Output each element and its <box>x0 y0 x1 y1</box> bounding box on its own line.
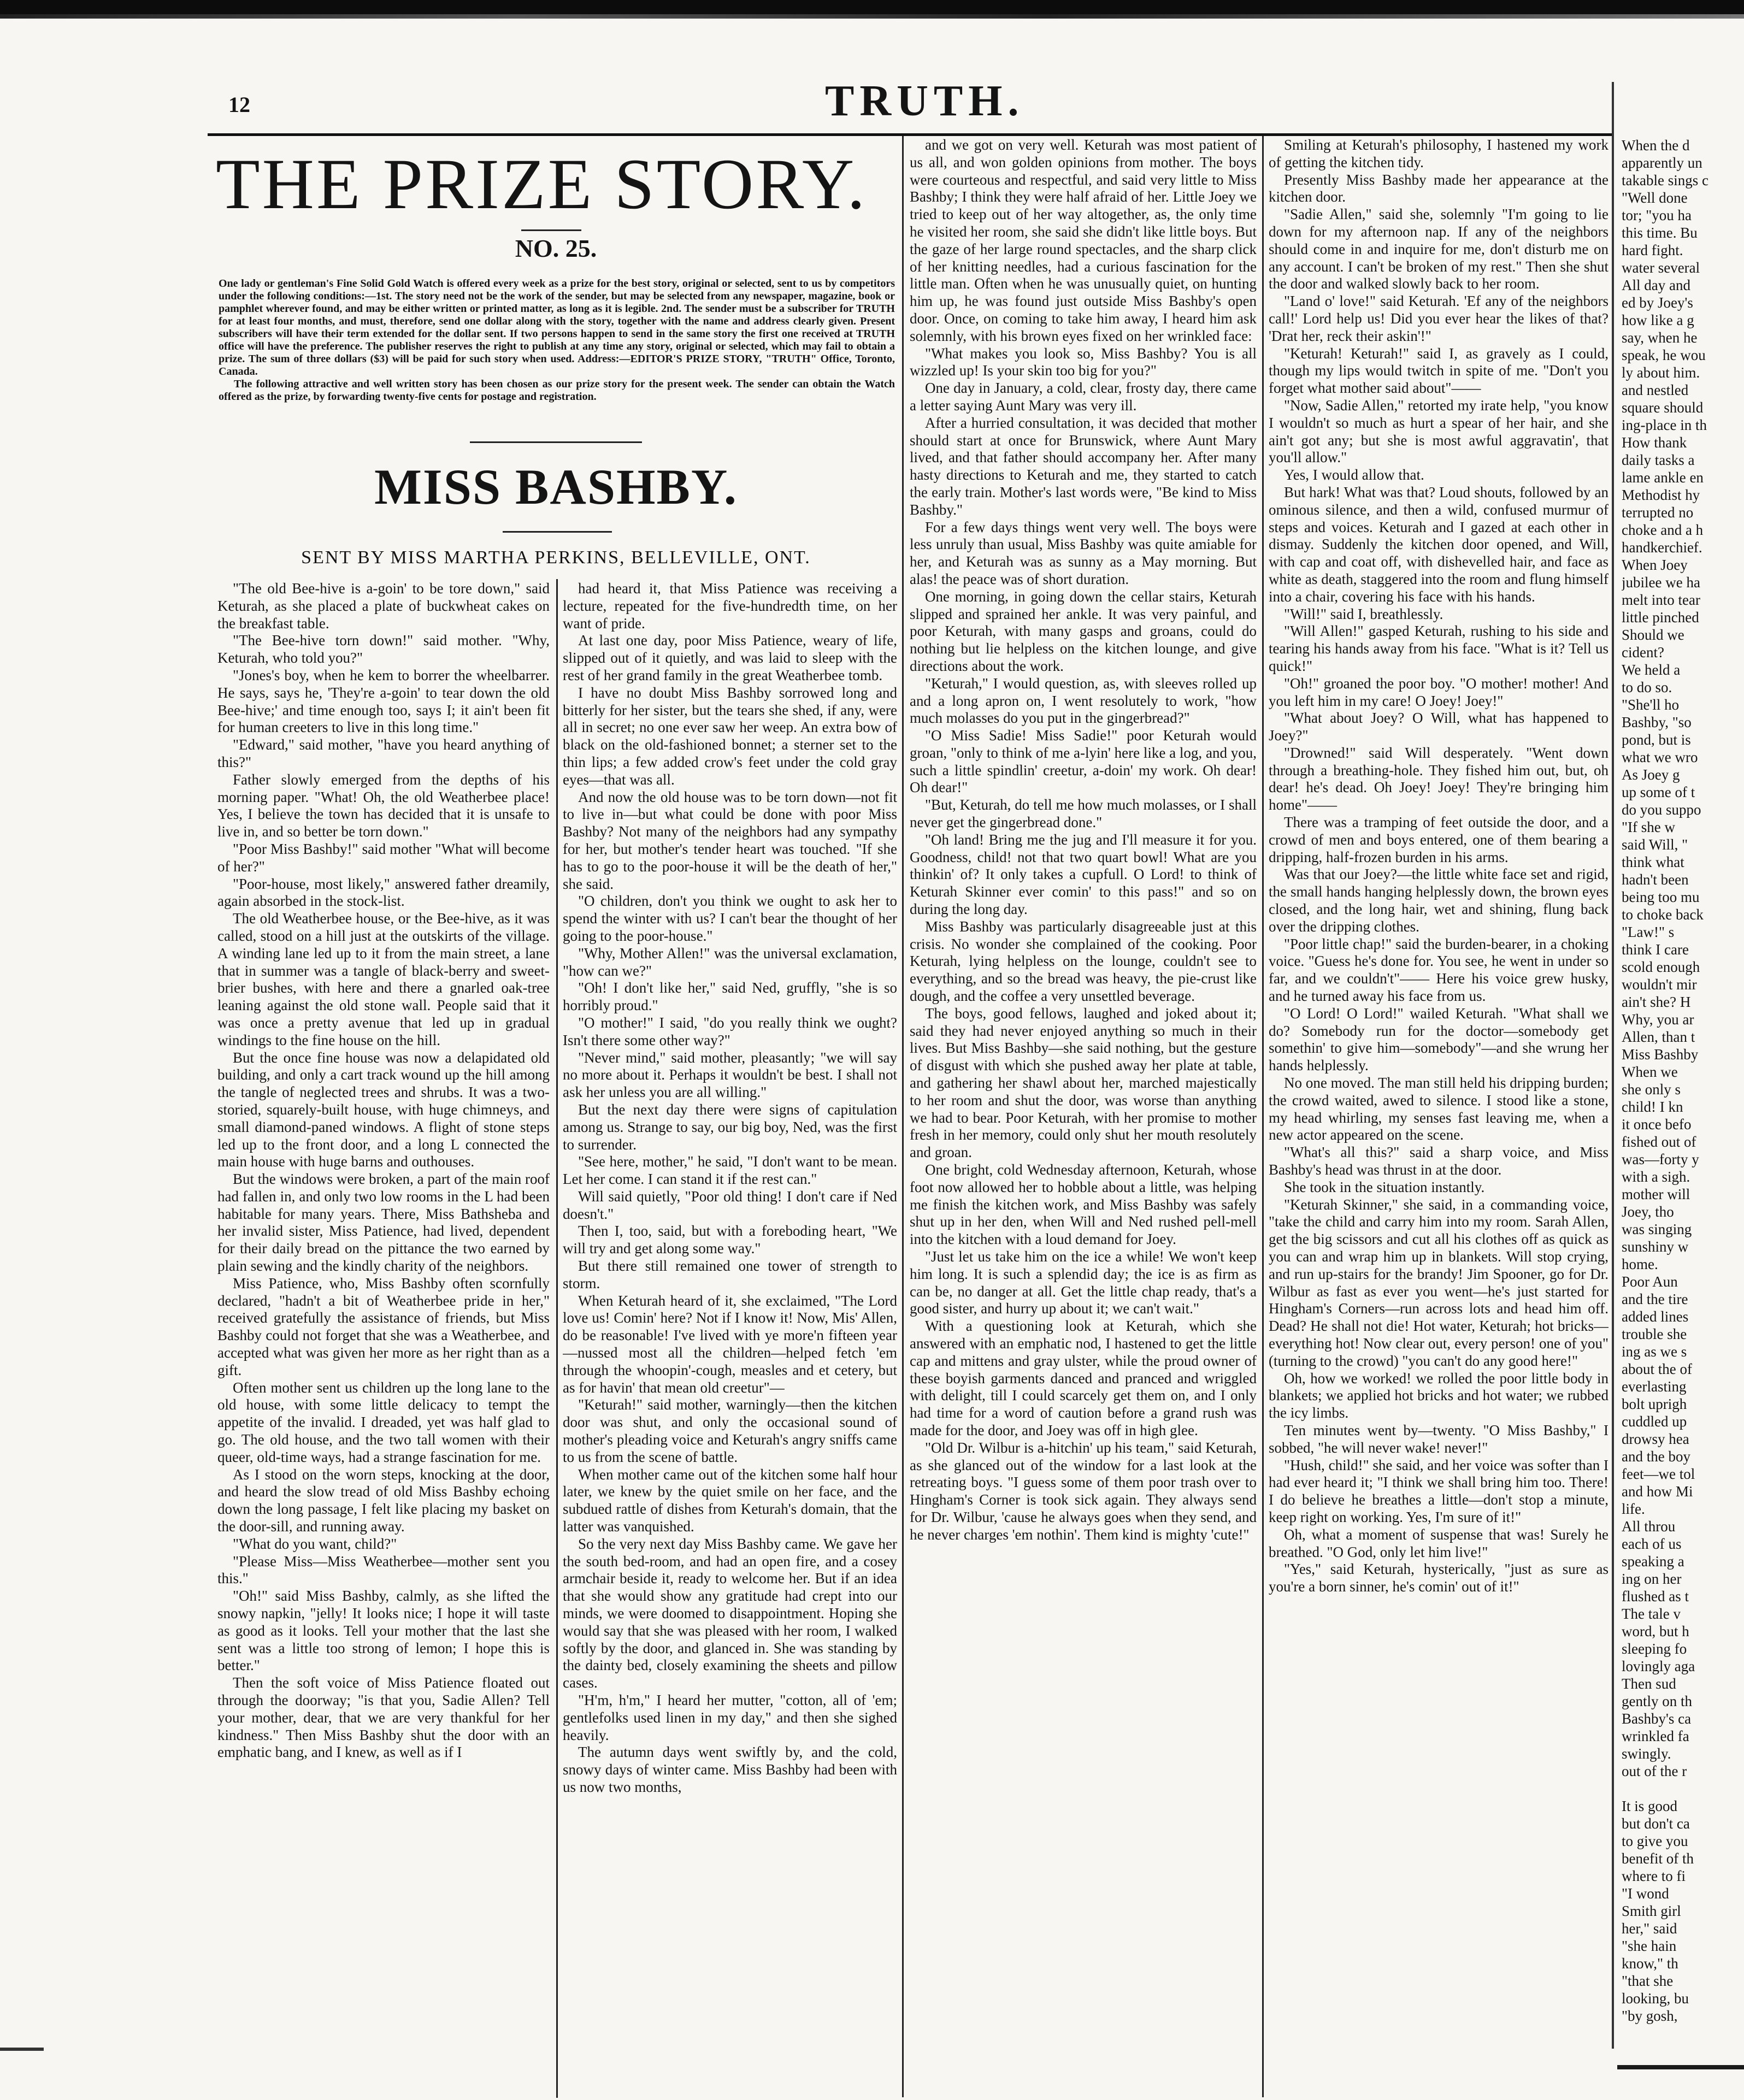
cropped-line: The tale v <box>1622 1606 1681 1622</box>
story-paragraph: But there still remained one tower of strength to storm. <box>563 1258 897 1291</box>
cropped-line: and nestled <box>1622 382 1689 398</box>
section-rule <box>503 531 612 533</box>
cropped-line: Miss Bashby <box>1622 1046 1699 1063</box>
story-paragraph: Often mother sent us children up the long lane to the old house, with some little delicacy to tempt the appetite of the invalid. I dreaded, yet was half glad to go. The old house, and the two tall women with their queer, old-time ways, had a strange fascination for me. <box>217 1379 550 1465</box>
cropped-line: life. <box>1622 1501 1645 1517</box>
prize-story-title: THE PRIZE STORY. <box>216 144 868 224</box>
story-paragraph: But hark! What was that? Loud shouts, followed by an ominous silence, and then a wild, confused murmur of steps and voices. Keturah and I gazed at each other in dismay. Suddenly the kitchen door opened, and Will, with cap and coat off, with dishevelled hair, and face as white as death, staggered into the room and flung himself into a chair, covering his face with his hands. <box>1269 483 1609 605</box>
section-rule <box>470 441 642 443</box>
story-paragraph: Father slowly emerged from the depths of his morning paper. "What! Oh, the old Weatherbee place! Yes, I believe the town has decided that it is unsafe to live in, and so better be torn down." <box>217 771 550 840</box>
cropped-line: little pinched <box>1622 609 1699 626</box>
cropped-line: ing on her <box>1622 1571 1682 1587</box>
story-paragraph: "Keturah! Keturah!" said I, as gravely as I could, though my lips would twitch in spite of me. "Don't you forget what mother said about"—— <box>1269 345 1609 397</box>
issue-number: NO. 25. <box>515 234 597 262</box>
cropped-line: pond, but is <box>1622 732 1691 748</box>
story-column-5-cropped <box>1622 137 1739 2038</box>
cropped-line: Why, you ar <box>1622 1011 1694 1028</box>
cropped-line: to do so. <box>1622 679 1672 695</box>
cropped-line: Bashby, "so <box>1622 714 1692 730</box>
cropped-line: apparently un <box>1622 155 1702 171</box>
story-paragraph: "Yes," said Keturah, hysterically, "just as sure as you're a born sinner, he's comin' out of it!" <box>1269 1561 1609 1595</box>
story-paragraph: "Drowned!" said Will desperately. "Went down through a breathing-hole. They fished him out, but, oh dear! he's dead. Oh Joey! Joey! They're bringing him home"—— <box>1269 744 1609 813</box>
cropped-line: "If she w <box>1622 819 1675 835</box>
cropped-line: flushed as t <box>1622 1588 1689 1605</box>
cropped-line: child! I kn <box>1622 1099 1683 1115</box>
cropped-line: "she hain <box>1622 1938 1677 1954</box>
cropped-line: hadn't been <box>1622 871 1689 888</box>
cropped-line: and the tire <box>1622 1291 1688 1307</box>
story-paragraph: With a questioning look at Keturah, which she answered with an emphatic nod, I hastened to get the little cap and mittens and gray ulster, while the proud owner of these boyish garments danced and pranced and wriggled with delight, till I could scarcely get them on, and I only had time for a word of caution before a grand rush was made for the door, and Joey was off in high glee. <box>910 1318 1257 1438</box>
cropped-line: being too mu <box>1622 889 1700 905</box>
cropped-line: Bashby's ca <box>1622 1710 1692 1727</box>
cropped-line: Should we <box>1622 627 1684 643</box>
cropped-line: said Will, " <box>1622 836 1688 853</box>
column-rule <box>1262 136 1264 2097</box>
cropped-line: Methodist hy <box>1622 487 1700 503</box>
cropped-line: daily tasks a <box>1622 452 1695 468</box>
cropped-line: water several <box>1622 259 1700 276</box>
cropped-line: added lines <box>1622 1308 1689 1325</box>
story-paragraph: "Edward," said mother, "have you heard anything of this?" <box>217 736 550 770</box>
cropped-line: When the d <box>1622 137 1690 154</box>
story-paragraph: As I stood on the worn steps, knocking at the door, and heard the slow tread of old Miss Bashby echoing down the long passage, I felt like placing my basket on the door-sill, and running away. <box>217 1466 550 1535</box>
story-paragraph: I have no doubt Miss Bashby sorrowed long and bitterly for her sister, but the tears she shed, if any, were all in secret; no one ever saw her weep. An extra bow of black on the old-fashioned bonnet; a sterner set to the thin lips; a few added crow's feet under the cold gray eyes—that was all. <box>563 684 897 788</box>
cropped-line: Poor Aun <box>1622 1273 1678 1290</box>
page-edge-rule <box>1612 82 1614 2049</box>
cropped-line: ed by Joey's <box>1622 294 1693 311</box>
cropped-line: square should <box>1622 399 1704 416</box>
cropped-line: It is good <box>1622 1798 1678 1814</box>
cropped-line: bolt uprigh <box>1622 1396 1687 1412</box>
page-number: 12 <box>228 92 250 117</box>
cropped-line: but don't ca <box>1622 1815 1690 1832</box>
cropped-line: to choke back <box>1622 906 1704 923</box>
story-paragraph: "Jones's boy, when he kem to borrer the wheelbarrer. He says, says he, 'They're a-goin' to tear down the old Bee-hive;' and time enough too, says I; it ain't been fit for human creeters to live in this long time." <box>217 666 550 736</box>
cropped-line: know," th <box>1622 1955 1678 1972</box>
bottom-edge-band <box>1617 2065 1744 2069</box>
top-scan-band <box>0 14 1744 19</box>
prize-rules-text: One lady or gentleman's Fine Solid Gold Watch is offered every week as a prize for the best story, original or selected, sent to us by competitors under the following conditions:—1st. The story need not be the work of the sender, but may be selected from any newspaper, magazine, book or pamphlet wherever found, and may be either written or printed matter, as long as it is legible. 2nd. The sender must be a subscriber for TRUTH for at least four months, and must, therefore, send one dollar along with the story, together with the name and address clearly given. Present subscribers will have their term extended for the dollar sent. If two persons happen to send in the same story the first one received at TRUTH office will have the preference. The publisher reserves the right to publish at any time any story, original or selected, which may fail to obtain a prize. The sum of three dollars ($3) will be paid for such story when used. Address:—EDITOR'S PRIZE STORY, "TRUTH" Office, Toronto, Canada. <box>219 278 895 377</box>
story-paragraph: So the very next day Miss Bashby came. We gave her the south bed-room, and had an open fire, and a cosey armchair beside it, ready to welcome her. But if an idea that she would show any gratitude had crept into our minds, we were doomed to disappointment. Hoping she would say that she was pleased with her room, I walked softly by the door, and glanced in. She was standing by the dainty bed, closely examining the sheets and pillow cases. <box>563 1535 897 1691</box>
cropped-line: terrupted no <box>1622 504 1694 521</box>
cropped-line: word, but h <box>1622 1623 1689 1639</box>
story-paragraph: "What about Joey? O Will, what has happened to Joey?" <box>1269 710 1609 744</box>
cropped-line: Then sud <box>1622 1676 1676 1692</box>
story-paragraph: "See here, mother," he said, "I don't want to be mean. Let her come. I can stand it if the rest can." <box>563 1153 897 1188</box>
prize-rules <box>219 278 895 409</box>
cropped-line: Smith girl <box>1622 1903 1681 1919</box>
story-paragraph: Smiling at Keturah's philosophy, I hastened my work of getting the kitchen tidy. <box>1269 137 1609 170</box>
story-paragraph: At last one day, poor Miss Patience, weary of life, slipped out of it quietly, and was laid to sleep with the rest of her grand family in the great Weatherbee tomb. <box>563 632 897 683</box>
cropped-line: benefit of th <box>1622 1850 1694 1867</box>
cropped-line: wrinkled fa <box>1622 1728 1689 1744</box>
cropped-line: "Law!" s <box>1622 924 1675 940</box>
cropped-line: with a sigh. <box>1622 1169 1690 1185</box>
cropped-line: ing as we s <box>1622 1343 1687 1360</box>
cropped-line: speak, he wou <box>1622 347 1706 363</box>
story-paragraph: "Keturah Skinner," she said, in a commanding voice, "take the child and carry him into my room. Sarah Allen, get the big scissors and cut all his clothes off as quick as you can and wrap him up in blankets. Will stop crying, and run up-stairs for the brandy! Jim Spooner, go for Dr. Wilbur as fast as ever you went—he's just started for Hingham's Corners—run across lots and head him off. Dead? He shall not die! Hot water, Keturah; hot bricks—everything hot! Now clear out, every person! one of you" (turning to the crowd) "you can't do any good here!" <box>1269 1196 1609 1369</box>
story-paragraph: When Keturah heard of it, she exclaimed, "The Lord love us! Comin' here? Not if I know it! Now, Mis' Allen, do be reasonable! I've lived with ye more'n fifteen year—nussed most all the children—helped fetch 'em through the whoopin'-cough, measles and et cetery, but as for havin' that mean old creetur"— <box>563 1292 897 1396</box>
cropped-line: think what <box>1622 854 1684 870</box>
cropped-line: everlasting <box>1622 1378 1687 1395</box>
story-paragraph: "Poor-house, most likely," answered father dreamily, again absorbed in the stock-list. <box>217 875 550 910</box>
cropped-line <box>1622 1780 1739 1797</box>
story-paragraph: "H'm, h'm," I heard her mutter, "cotton, all of 'em; gentlefolks used linen in my day," and then she sighed heavily. <box>563 1692 897 1743</box>
story-paragraph: "Oh! I don't like her," said Ned, gruffly, "she is so horribly proud." <box>563 980 897 1014</box>
column-rule <box>556 579 558 2098</box>
story-column-3 <box>910 137 1257 2098</box>
story-byline: SENT BY MISS MARTHA PERKINS, BELLEVILLE, ONT. <box>301 547 811 568</box>
story-paragraph: And now the old house was to be torn down—not fit to live in—but what could be done with poor Miss Bashby? Not many of the neighbors had any sympathy for her, but mother's tender heart was touched. "If she has to go to the poor-house it will be the death of her," she said. <box>563 788 897 892</box>
cropped-line: sunshiny w <box>1622 1238 1689 1255</box>
story-column-1 <box>217 580 550 2096</box>
cropped-line: ain't she? H <box>1622 994 1691 1010</box>
cropped-line: she only s <box>1622 1081 1681 1098</box>
story-paragraph: "Land o' love!" said Keturah. 'Ef any of the neighbors call!' Lord help us! Did you ever hear the likes of that? 'Drat her, reck their askin'!" <box>1269 293 1609 344</box>
cropped-line: cuddled up <box>1622 1413 1687 1430</box>
story-paragraph: "O Lord! O Lord!" wailed Keturah. "What shall we do? Somebody run for the doctor—somebody get somethin' to give him—somebody"—and she wrung her hands helplessly. <box>1269 1005 1609 1074</box>
story-paragraph: When mother came out of the kitchen some half hour later, we knew by the quiet smile on her face, and the subdued rattle of dishes from Keturah's domain, that the latter was vanquished. <box>563 1466 897 1535</box>
cropped-line: her," said <box>1622 1920 1677 1937</box>
story-paragraph: "Please Miss—Miss Weatherbee—mother sent you this." <box>217 1553 550 1587</box>
story-paragraph: After a hurried consultation, it was decided that mother should start at once for Brunswick, where Aunt Mary lived, and that father should accompany her. After many hasty directions to Keturah and me, they started to catch the early train. Mother's last words were, "Be kind to Miss Bashby." <box>910 414 1257 518</box>
story-paragraph: "Hush, child!" she said, and her voice was softer than I had ever heard it; "I think we shall bring him too. There! I do believe he breathes a little—don't stop a minute, keep right on working. Yes, I'm sure of it!" <box>1269 1456 1609 1525</box>
story-paragraph: But the windows were broken, a part of the main roof had fallen in, and only two low rooms in the L had been habitable for many years. There, Miss Bathsheba and her invalid sister, Miss Patience, had lived, dependent for their daily bread on the pittance the two earned by plain sewing and the kindly charity of the neighbors. <box>217 1171 550 1275</box>
cropped-line: "She'll ho <box>1622 697 1680 713</box>
cropped-line: was singing <box>1622 1221 1692 1237</box>
story-paragraph: For a few days things went very well. The boys were less unruly than usual, Miss Bashby was quite amiable for her, and Keturah was as sunny as a May morning. But alas! the peace was of short duration. <box>910 518 1257 587</box>
cropped-line: lovingly aga <box>1622 1658 1695 1674</box>
story-paragraph: "The Bee-hive torn down!" said mother. "Why, Keturah, who told you?" <box>217 632 550 666</box>
cropped-line: trouble she <box>1622 1326 1687 1342</box>
cropped-line: melt into tear <box>1622 592 1700 608</box>
header-rule <box>208 133 1612 136</box>
column-rule <box>902 136 904 2097</box>
story-paragraph: One day in January, a cold, clear, frosty day, there came a letter saying Aunt Mary was very ill. <box>910 380 1257 414</box>
cropped-line: drowsy hea <box>1622 1431 1689 1447</box>
story-paragraph: "Old Dr. Wilbur is a-hitchin' up his team," said Keturah, as she glanced out of the window for a last look at the retreating boys. "I guess some of them poor trash over to Hingham's Corner is took sick again. They always send for Dr. Wilbur, 'cause he always goes when they send, and he never charges 'em nothin'. Them kind is mighty 'cute!" <box>910 1439 1257 1543</box>
story-paragraph: "Sadie Allen," said she, solemnly "I'm going to lie down for my afternoon nap. If any of the neighbors should come in and inquire for me, don't disturb me on any account. I can't be broken of my rest." Then she shut the door and walked slowly back to her room. <box>1269 206 1609 292</box>
story-paragraph: "What do you want, child?" <box>233 1535 397 1552</box>
cropped-line: wouldn't mir <box>1622 976 1697 993</box>
cropped-line: When we <box>1622 1064 1678 1080</box>
cropped-line: How thank <box>1622 434 1687 451</box>
story-paragraph: She took in the situation instantly. <box>1284 1178 1485 1195</box>
story-paragraph: "Will!" said I, breathlessly. <box>1284 605 1443 622</box>
story-paragraph: "What makes you look so, Miss Bashby? You is all wizzled up! Is your skin too big for you?" <box>910 345 1257 379</box>
story-paragraph: "The old Bee-hive is a-goin' to be tore down," said Keturah, as she placed a plate of buckwheat cakes on the breakfast table. <box>217 580 550 632</box>
cropped-line: feet—we tol <box>1622 1466 1695 1482</box>
story-paragraph: But the once fine house was now a delapidated old building, and only a cart track wound up the hill among the tangle of neglected trees and shrubs. It was a two-storied, squarely-built house, with huge chimneys, and small diamond-paned windows. A flight of stone steps led up to the front door, and a long L connected the main house with huge barns and outhouses. <box>217 1049 550 1170</box>
cropped-line: Joey, tho <box>1622 1204 1674 1220</box>
story-paragraph: "O mother!" I said, "do you really think we ought? Isn't there some other way?" <box>563 1014 897 1048</box>
story-paragraph: One bright, cold Wednesday afternoon, Keturah, whose foot now allowed her to hobble about a little, was helping me finish the kitchen work, and Miss Bashby was safely shut up in her den, when Will and Ned rushed pell-mell into the kitchen with a loud demand for Joey. <box>910 1161 1257 1248</box>
cropped-line: each of us <box>1622 1536 1682 1552</box>
title-rule <box>521 229 581 231</box>
cropped-line: think I care <box>1622 941 1689 958</box>
margin-mark <box>0 2048 44 2051</box>
story-paragraph: The autumn days went swiftly by, and the cold, snowy days of winter came. Miss Bashby had been with us now two months, <box>563 1744 897 1795</box>
prize-notice: The following attractive and well written story has been chosen as our prize story for the present week. The sender can obtain the Watch offered as the prize, by forwarding twenty-five cents for postage and registration. <box>219 378 895 403</box>
story-paragraph: "Keturah," I would question, as, with sleeves rolled up and a long apron on, I went resolutely to work, "how much molasses do you put in the gingerbread?" <box>910 675 1257 727</box>
cropped-line: Allen, than t <box>1622 1029 1695 1045</box>
story-paragraph: Oh, how we worked! we rolled the poor little body in blankets; we applied hot bricks and hot water; we rubbed the icy limbs. <box>1269 1370 1609 1421</box>
cropped-line: what we wro <box>1622 749 1698 765</box>
cropped-line: was—forty y <box>1622 1151 1699 1167</box>
cropped-line: speaking a <box>1622 1553 1684 1570</box>
cropped-line: where to fi <box>1622 1868 1686 1884</box>
cropped-line: takable sings c <box>1622 172 1708 188</box>
story-paragraph: "Oh land! Bring me the jug and I'll measure it for you. Goodness, child! not that two quart bowl! What are you thinkin' of? It only takes a cupfull. O Lord! to think of Keturah Skinner ever comin' to this pass!" and so on during the long day. <box>910 831 1257 918</box>
masthead: TRUTH. <box>825 77 1024 125</box>
story-paragraph: "O children, don't you think we ought to ask her to spend the winter with us? I can't bear the thought of her going to the poor-house." <box>563 893 897 944</box>
cropped-line: All day and <box>1622 277 1690 293</box>
cropped-line: swingly. <box>1622 1745 1671 1762</box>
cropped-line: We held a <box>1622 662 1681 678</box>
cropped-line: All throu <box>1622 1518 1676 1535</box>
story-paragraph: Was that our Joey?—the little white face set and rigid, the small hands hanging helplessly down, the brown eyes closed, and the long hair, wet and shining, flung back over the dripping clothes. <box>1269 866 1609 935</box>
cropped-line: say, when he <box>1622 329 1698 346</box>
cropped-line: hard fight. <box>1622 242 1683 258</box>
story-paragraph: "Oh!" groaned the poor boy. "O mother! mother! And you left him in my care! O Joey! Joey!" <box>1269 675 1609 709</box>
story-paragraph: "What's all this?" said a sharp voice, and Miss Bashby's head was thrust in at the door. <box>1269 1144 1609 1178</box>
cropped-line: about the of <box>1622 1361 1692 1377</box>
cropped-line: do you suppo <box>1622 801 1701 818</box>
story-paragraph: But the next day there were signs of capitulation among us. Strange to say, our big boy, Ned, was the first to surrender. <box>563 1101 897 1153</box>
story-paragraph: "Now, Sadie Allen," retorted my irate help, "you know I wouldn't so much as hurt a spear of her hair, and she ain't got any; but she is most awful aggravatin', that you'll allow." <box>1269 397 1609 466</box>
story-paragraph: "Poor little chap!" said the burden-bearer, in a choking voice. "Guess he's done for. You see, he went in under so far, and we couldn't"—— Here his voice grew husky, and he turned away his face from us. <box>1269 935 1609 1005</box>
cropped-line: how like a g <box>1622 312 1694 328</box>
cropped-line: and the boy <box>1622 1448 1690 1465</box>
cropped-line: to give you <box>1622 1833 1688 1849</box>
cropped-line: sleeping fo <box>1622 1641 1687 1657</box>
cropped-line: looking, bu <box>1622 1990 1689 2007</box>
story-paragraph: Presently Miss Bashby made her appearance at the kitchen door. <box>1269 171 1609 205</box>
story-paragraph: The boys, good fellows, laughed and joked about it; said they had never enjoyed anything so much in their lives. But Miss Bashby—she said nothing, but the gesture of disgust with which she pushed away her plate at table, and gathering her shawl about her, marched majestically to her room and shut the door, was worse than anything we had to bear. Poor Keturah, with her promise to mother fresh in her memory, could only shut her mouth resolutely and groan. <box>910 1005 1257 1161</box>
story-paragraph: Will said quietly, "Poor old thing! I don't care if Ned doesn't." <box>563 1188 897 1222</box>
cropped-line: "that she <box>1622 1973 1674 1989</box>
story-column-4 <box>1269 137 1609 2098</box>
cropped-line: up some of t <box>1622 784 1695 800</box>
story-paragraph: Yes, I would allow that. <box>1284 467 1424 483</box>
cropped-line: this time. Bu <box>1622 225 1698 241</box>
story-paragraph: "Poor Miss Bashby!" said mother "What will become of her?" <box>217 840 550 875</box>
story-paragraph: Ten minutes went by—twenty. "O Miss Bashby," I sobbed, "he will never wake! never!" <box>1269 1421 1609 1456</box>
story-paragraph: "Keturah!" said mother, warningly—then the kitchen door was shut, and only the occasional sound of mother's pleading voice and Keturah's angry sniffs came to us from the scene of battle. <box>563 1396 897 1465</box>
cropped-line: scold enough <box>1622 959 1700 975</box>
story-paragraph: There was a tramping of feet outside the door, and a crowd of men and boys entered, one of them bearing a dripping, half-frozen burden in his arms. <box>1269 814 1609 865</box>
story-paragraph: "Oh!" said Miss Bashby, calmly, as she lifted the snowy napkin, "jelly! It looks nice; I hope it will taste as good as it looks. Tell your mother that the last she sent was a little too strong of lemon; I hope this is better." <box>217 1588 550 1674</box>
story-paragraph: and we got on very well. Keturah was most patient of us all, and won golden opinions from mother. The boys were courteous and respectful, and said very little to Miss Bashby; I think they were half afraid of her. Little Joey we tried to keep out of her way altogether, as, the only time he visited her room, she said she didn't like little boys. But the gaze of her large round spectacles, and the sharp click of her knitting needles, had a curious fascination for the little man. Often when he was unusually quiet, on hunting him up, he was found just outside Miss Bashby's open door. Once, on coming to take him away, I heard him ask solemnly, with his brown eyes fixed on her wrinkled face: <box>910 137 1257 344</box>
story-paragraph: Then I, too, said, but with a foreboding heart, "We will try and get along some way." <box>563 1223 897 1257</box>
story-paragraph: No one moved. The man still held his dripping burden; the crowd waited, awed to silence. I stood like a stone, my head whirling, my senses fast leaving me, when a new actor appeared on the scene. <box>1269 1075 1609 1143</box>
cropped-line: gently on th <box>1622 1693 1692 1709</box>
story-paragraph: Then the soft voice of Miss Patience floated out through the doorway; "is that you, Sadie Allen? Tell your mother, dear, that we are very thankful for her kindness." Then Miss Bashby shut the door with an emphatic bang, and I knew, as well as if I <box>217 1674 550 1761</box>
cropped-line: ly about him. <box>1622 364 1700 381</box>
story-paragraph: One morning, in going down the cellar stairs, Keturah slipped and sprained her ankle. It was very painful, and poor Keturah, with many gasps and groans, could do nothing but lie helpless on the kitchen lounge, and give directions about the work. <box>910 588 1257 674</box>
cropped-line: As Joey g <box>1622 766 1680 783</box>
cropped-line: out of the r <box>1622 1763 1687 1779</box>
story-paragraph: "O Miss Sadie! Miss Sadie!" poor Keturah would groan, "only to think of me a-lyin' here like a log, and you, such a little spindlin' creetur, a-doin' my work. Oh dear! Oh dear!" <box>910 727 1257 796</box>
cropped-line: and how Mi <box>1622 1483 1693 1500</box>
cropped-line: When Joey <box>1622 557 1688 573</box>
cropped-line: home. <box>1622 1256 1658 1272</box>
story-paragraph: Miss Bashby was particularly disagreeable just at this crisis. No wonder she complained of the cooking. Poor Keturah, lying helpless on the lounge, couldn't see to everything, and so the bread was heavy, the pie-crust like dough, and the coffee a very unsettled beverage. <box>910 918 1257 1005</box>
cropped-line: mother will <box>1622 1186 1690 1202</box>
cropped-line: tor; "you ha <box>1622 207 1692 223</box>
story-paragraph: had heard it, that Miss Patience was receiving a lecture, repeated for the five-hundredth time, on her want of pride. <box>563 580 897 632</box>
story-paragraph: "Just let us take him on the ice a while! We won't keep him long. It is such a splendid day; the ice is as firm as can be, no danger at all. Get the little chap ready, that's a good sister, and hurry up about it; we can't wait." <box>910 1248 1257 1317</box>
story-title: MISS BASHBY. <box>374 459 738 515</box>
story-paragraph: "But, Keturah, do tell me how much molasses, or I shall never get the gingerbread done." <box>910 797 1257 831</box>
story-column-2 <box>563 580 897 2096</box>
cropped-line: fished out of <box>1622 1134 1696 1150</box>
cropped-line: "Well done <box>1622 190 1688 206</box>
story-paragraph: "Never mind," said mother, pleasantly; "we will say no more about it. Perhaps it wouldn't be best. I shall not ask her unless you are all willing." <box>563 1049 897 1101</box>
top-dark-band <box>0 0 1744 14</box>
cropped-line: jubilee we ha <box>1622 574 1700 591</box>
cropped-line: lame ankle en <box>1622 469 1704 486</box>
story-paragraph: "Will Allen!" gasped Keturah, rushing to his side and tearing his hands away from his face. "What is it? Tell us quick!" <box>1269 623 1609 674</box>
story-paragraph: "Why, Mother Allen!" was the universal exclamation, "how can we?" <box>563 945 897 979</box>
cropped-line: cident? <box>1622 644 1664 660</box>
cropped-line: handkerchief. <box>1622 539 1702 556</box>
cropped-line: ing-place in th <box>1622 417 1707 433</box>
cropped-line: "I wond <box>1622 1885 1669 1902</box>
cropped-line: choke and a h <box>1622 522 1704 538</box>
story-paragraph: Miss Patience, who, Miss Bashby often scornfully declared, "hadn't a bit of Weatherbee pride in her," received gratefully the assistance of friends, but Miss Bashby could not forget that she was a Weatherbee, and accepted what was given her more as her right than as a gift. <box>217 1275 550 1378</box>
story-paragraph: Oh, what a moment of suspense that was! Surely he breathed. "O God, only let him live!" <box>1269 1526 1609 1560</box>
story-paragraph: The old Weatherbee house, or the Bee-hive, as it was called, stood on a hill just at the outskirts of the village. A winding lane led up to it from the main street, a lane that in summer was a tangle of black-berry and sweet-brier bushes, with here and there a gnarled oak-tree leaning against the old stone wall. People said that it was once a pretty avenue that led up in gradual windings to the fine house on the hill. <box>217 910 550 1048</box>
cropped-line: it once befo <box>1622 1116 1692 1132</box>
cropped-line: "by gosh, <box>1622 2008 1678 2024</box>
